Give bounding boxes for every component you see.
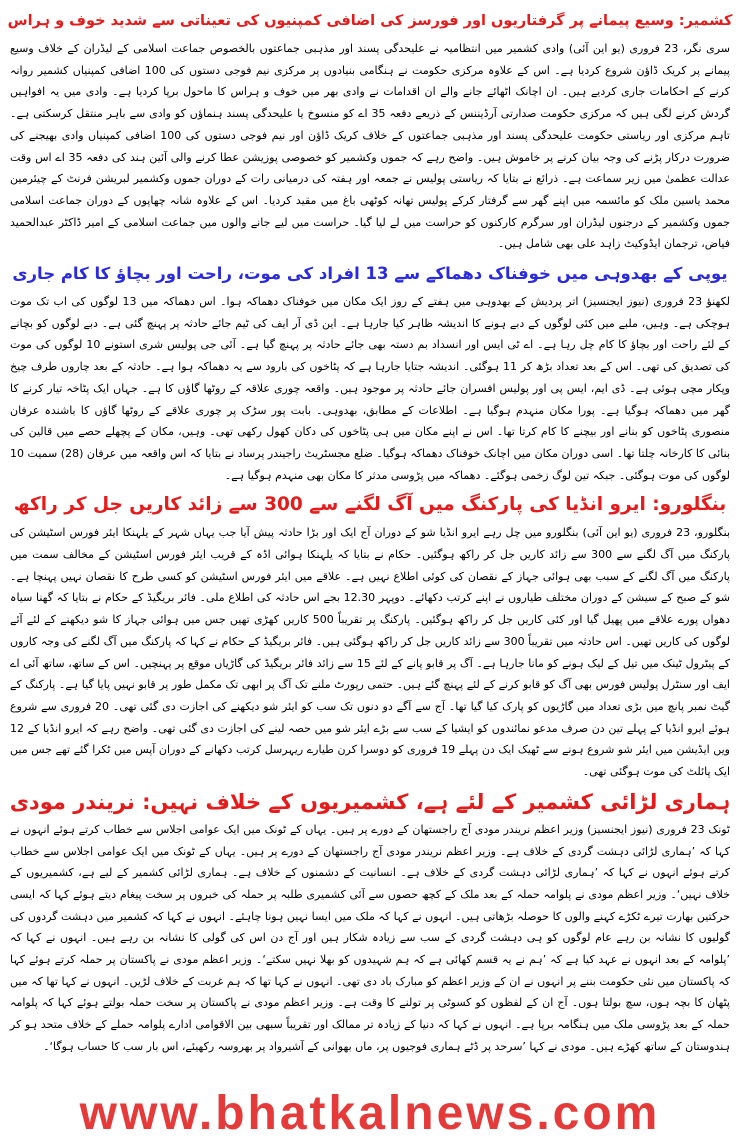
article-body-kashmir: سری نگر، 23 فروری (یو این آئی) وادی کشمیر میں انتظامیہ نے علیحدگی پسند اور مذہبی جماعتوں بالخصوص جماعت اسلامی کے لیڈران کے خلاف وسیع پیمانے پر کریک ڈاؤن شروع کردیا ہے۔ اس کے علاوہ مرکزی حکومت نے ہنگامی بنیادوں پر مرکزی نیم فوجی دستوں کی 100 اضافی کمپنیاں کشمیر روانہ کرنے کے احکامات جاری کردیے ہیں۔ ان اچانک اٹھائے جانے والے ان اقدامات نے وادی بھر میں خوف و ہراس کا ماحول برپا کردیا ہے۔ وادی میں یہ افواہیں گردش کرنے لگی ہیں کہ مرکزی حکومت صدارتی آرڈیننس کے ذریعے دفعہ 35 اے کو منسوخ یا علیحدگی پسند ہنماؤں کو وادی سے باہر منتقل کرسکتی ہے۔ تاہم مرکزی اور ریاستی حکومت علیحدگی پسند اور مذہبی جماعتوں کے خلاف کریک ڈاؤن اور نیم فوجی دستوں کی 100 اضافی کمپنیاں وادی بھیجنے کی ضرورت درکار پڑنے کی وجہ بیان کرنے پر خاموش ہیں۔ واضح رہے کہ جموں وکشمیر کو خصوصی پوزیشن عطا کرنے والی آئین ہند کی دفعہ 35 اے اس وقت عدالت عظمیٰ میں زیر سماعت ہے۔ ذرائع نے بتایا کہ ریاستی پولیس نے جمعہ اور ہفتہ کی درمیانی رات کے دوران جموں وکشمیر لبریشن فرنٹ کے چیئرمین محمد یاسین ملک کو مائسمہ میں اپنے گھر سے گرفتار کرکے پولیس تھانہ کوٹھی باغ میں مقید کردیا۔ اس کے علاوہ شانہ چھاپوں کے دوران جماعت اسلامی جموں وکشمیر کے درجنوں لیڈران اور سرگرم کارکنوں کو حراست میں لے لیا گیا۔ حراست میں لیے جانے والوں میں جماعت اسلامی کے امیر ڈاکٹر عبدالحمید فیاض، ترجمان ایڈوکیٹ زاہد علی بھی شامل ہیں۔ — [10, 42, 731, 251]
headline-modi: ہماری لڑائی کشمیر کے لئے ہے، کشمیریوں کے خلاف نہیں: نریندر مودی — [9, 789, 731, 814]
headline-bengaluru: بنگلورو: ایرو انڈیا کی پارکنگ میں آگ لگنے سے 300 سے زائد کاریں جل کر راکھ — [13, 494, 727, 516]
website-footer[interactable]: www.bhatkalnews.com — [79, 1087, 661, 1140]
headline-kashmir: کشمیر: وسیع پیمانے پر گرفتاریوں اور فورسز کی اضافی کمپنیوں کی تعیناتی سے شدید خوف و ہراس — [7, 13, 733, 29]
article-body-bhadohi: لکھنؤ 23 فروری (نیوز ایجنسیز) اتر پردیش کے بھدوہی میں ہفتے کے روز ایک مکان میں خوفناک دھماکہ ہوا۔ اس دھماکہ میں 13 لوگوں کی اب تک موت ہوچکی ہے۔ وہیں، ملبے میں کئی لوگوں کے دبے ہونے کا اندیشہ ظاہر کیا جارہا ہے۔ این ڈی آر ایف کی ٹیم جائے حادثہ پر پہنچ گئی ہے۔ دبے لوگوں کو بچانے کے لئے راحت اور بچاؤ کا کام چل رہا ہے۔ اے ٹی ایس اور انسداد بم دستہ بھی جائے حادثہ پر پہنچ گیا ہے۔ آئی جی پولیس شری استونے 10 لوگوں کی موت کی تصدیق کی تھی۔ اس کے بعد تعداد بڑھ کر 11 ہوگئی۔ اندیشہ جتایا جارہا ہے کہ پٹاخوں کی بارود سے یہ دھماکہ ہوا ہے۔ حادثہ کے بعد چاروں طرف چیخ وپکار مچی ہوئی ہے۔ ڈی ایم، ایس پی اور پولیس افسران جائے حادثہ پر موجود ہیں۔ واقعہ چوری علاقہ کے روٹھا گاؤں کا ہے۔ جہاں ایک پٹاخہ تیار کرنے کا گھر میں دھماکہ ہوگیا ہے۔ پورا مکان منہدم ہوگیا ہے۔ اطلاعات کے مطابق، بھدوہی۔ بابت پور سڑک پر چوری علاقے کے روٹھا گاؤں کا باشندہ عرفان منصوری پٹاخوں کو بنانے اور بیچنے کا کام کرتا تھا۔ اس نے اپنے مکان میں ہی پٹاخوں کی دکان کھول رکھی تھی۔ وہیں، مکان کے پچھلے حصے میں قالین کی بنائی کا کارخانہ چلتا تھا۔ اسی دوران مکان میں اچانک خوفناک دھماکہ ہوگیا۔ ضلع مجسٹریٹ راجیندر پرساد نے بتایا کہ اس واقعہ میں عرفان (28) سمیت 10 لوگوں کی موت ہوگئی۔ جبکہ تین لوگ زخمی ہوگئے۔ دھماکہ میں پڑوسی مدثر کا مکان بھی منہدم ہوگیا ہے۔ — [10, 295, 731, 482]
article-body-bengaluru: بنگلورو، 23 فروری (یو این آئی) بنگلورو میں چل رہے ایرو انڈیا شو کے دوران آج ایک اور بڑا حادثہ پیش آیا جب یہاں شہر کے یلہنکا ایئر فورس اسٹیشن کی پارکنگ میں آگ لگنے سے 300 سے زائد کاریں جل کر راکھ ہوگئیں۔ حکام نے بتایا کہ یلہنکا ہوائی اڈہ کے قریب ایئر فورس اسٹیشن کے مخالف سمت میں پارکنگ میں آگ لگنے کے سبب بھی ہوائی جہاز کے نقصان کی کوئی اطلاع نہیں ہے۔ علاقے میں ایئر فورس اسٹیشن کو کسی طرح کا نقصان نہیں پہنچا ہے۔ شو کے صبح کے سیشن کے دوران مختلف طیاروں نے اپنے کرتب دکھائے۔ دوپہر 12.30 بجے اس حادثہ کی اطلاع ملی۔ فائر بریگیڈ کے حکام نے بتایا کہ گھنا سیاہ دھواں پورے علاقے میں پھیل گیا اور کئی کاریں جل کر راکھ ہوگئیں۔ پارکنگ پر تقریباً 500 کاریں کھڑی تھیں جس میں ہوائی جہاز کا شو دیکھنے کے لئے آئے لوگوں کی کاریں تھیں۔ اس حادثہ میں تقریباً 300 سے زائد کاریں جل کر راکھ ہوگئی ہیں۔ فائر بریگیڈ کے حکام نے کہا کہ پارکنگ میں آگ لگنے کی وجہ کاروں کے پیٹرول ٹینک میں تیل کے لیک ہونے کو مانا جارہا ہے۔ آگ پر قابو پانے کے لئے 15 سے زائد فائر بریگیڈ کی گاڑیاں موقع پر پہنچیں۔ اس کے ساتھ، ساتھ آئی اے ایف اور سنٹرل پولیس فورس بھی آگ کو قابو کرنے کے لئے پہنچ گئے ہیں۔ حتمی رپورٹ ملنے تک آگ پر ابھی تک مکمل طور پر قابو نہیں پایا گیا ہے۔ پارکنگ کے گیٹ نمبر پانچ میں بڑی تعداد میں گاڑیوں کو پارک کیا گیا تھا۔ آج سے آگے دو دنوں تک سب کو ایئر شو دیکھنے کی اجازت دی گئی تھی۔ 20 فروری سے شروع ہوئے ایرو انڈیا کے پہلے تین دن صرف مدعو نمائندوں کو ایشیا کے سب سے بڑے ایئر شو میں حصہ لینے کی اجازت دی گئی تھی۔ واضح رہے کہ ایرو انڈیا کے 12 ویں ایڈیشن میں ایئر شو شروع ہونے سے ٹھیک ایک دن پہلے 19 فروری کو دوسرا کرن طیارے ریہرسل کرتب دکھانے کے دوران آپس میں ٹکرا گئے تھے جس میں ایک پائلٹ کی موت ہوگئی تھی۔ — [10, 526, 731, 779]
news-page — [6, 4, 734, 1060]
headline-bhadohi: یوپی کے بھدوہی میں خوفناک دھماکے سے 13 افراد کی موت، راحت اور بچاؤ کا کام جاری — [12, 264, 728, 284]
article-body-modi: ٹونک 23 فروری (نیوز ایجنسیز) وزیر اعظم نریندر مودی آج راجستھان کے دورے پر ہیں۔ یہاں کے ٹونک میں ایک عوامی اجلاس سے خطاب کرتے ہوئے انہوں نے کہا کہ ’ہماری لڑائی دہشت گردی کے خلاف ہے۔ وزیر اعظم نریندر مودی آج راجستھان کے دورے پر ہیں۔ یہاں کے ٹونک میں ایک عوامی اجلاس سے خطاب کرتے ہوئے انہوں نے کہا کہ ’ہماری لڑائی دہشت گردی کے خلاف ہے۔ انسانیت کے دشمنوں کے خلاف ہے۔ ہماری لڑائی کشمیر کے لیے ہے، کشمیریوں کے خلاف نہیں‘۔ وزیر اعظم مودی نے پلوامہ حملہ کے بعد ملک کے کچھ حصوں سے آئی کشمیری طلبہ پر حملہ کی خبروں پر سخت پیغام دیتے ہوئے کہا کہ ایسی حرکتیں بھارت تیرے ٹکڑے کہنے والوں کا حوصلہ بڑھاتی ہیں۔ انہوں نے کہا کہ ملک میں ایسا نہیں ہونا چاہئے۔ انہوں نے کہا کہ کشمیر میں دہشت گردوں کی گولیوں کا نشانہ بن رہے عام لوگوں کو ہی دہشت گردی کے سب سے زیادہ شکار ہیں اور آج دن اس کی گولی کا نشانہ بن رہے ہیں۔ انہوں نے کہا کہ ’پلوامہ کے بعد انہوں نے عہد کیا ہے کہ ’ہم نے یہ قسم کھائی ہے کہ ہم شہیدوں کو بھلا نہیں سکتے‘۔ وزیر اعظم مودی نے پاکستان پر حملہ کرتے ہوئے کہا کہ پاکستان میں نئی حکومت بننے پر انہوں نے ان کے وزیر اعظم کو مبارک باد دی تھی۔ انہوں نے کہا تھا کہ ہم غربت کے خلاف لڑیں۔ انہوں نے کہا تھا کہ میں پٹھان کا بچہ ہوں، سچ بولتا ہوں۔ آج ان کے لفظوں کو کسوٹی پر تولنے کا وقت ہے۔ وزیر اعظم مودی نے پاکستان پر سخت حملہ بولتے ہوئے کہا کہ پلوامہ حملہ کے بعد پڑوسی ملک میں ہنگامہ برپا ہے۔ انہوں نے کہا کہ دنیا کے زیادہ تر ممالک اور تقریباً سبھی بین الاقوامی ادارے پلوامہ حملے کے خلاف متحد ہو کر ہندوستان کے ساتھ کھڑے ہیں۔ مودی نے کہا ’سرحد پر ڈٹے ہماری فوجیوں پر، ماں بھوانی کے آشیرواد پر بھروسہ رکھیئے، اس بار سب کا حساب ہوگا‘۔ — [10, 822, 730, 1053]
